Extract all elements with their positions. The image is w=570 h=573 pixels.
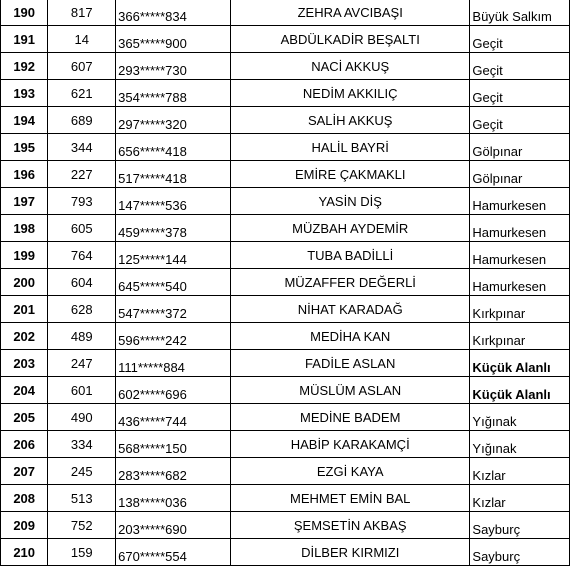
person-name-cell[interactable]: DİLBER KIRMIZI [231,539,470,566]
record-number-cell[interactable]: 628 [48,296,116,323]
table-row [1,26,570,53]
location-cell[interactable] [470,458,570,485]
record-number-cell[interactable]: 159 [48,539,116,566]
record-number-cell[interactable]: 227 [48,161,116,188]
location-cell-text: Yığınak [472,441,517,456]
location-cell[interactable] [470,107,570,134]
table-row [1,296,570,323]
table-row [1,80,570,107]
location-cell[interactable] [470,431,570,458]
table-row [1,485,570,512]
location-cell-text: Hamurkesen [472,252,547,267]
location-cell[interactable] [470,323,570,350]
table-body [1,0,570,566]
location-cell[interactable] [470,296,570,323]
location-cell[interactable] [470,53,570,80]
record-number-cell[interactable]: 607 [48,53,116,80]
location-cell-text: Kızlar [472,468,506,483]
masked-id-cell-text: 670*****554 [118,549,187,564]
masked-id-cell-text: 293*****730 [118,63,187,78]
record-number-cell[interactable]: 490 [48,404,116,431]
row-number-cell[interactable]: 197 [1,188,48,215]
location-cell-text: Küçük Alanlı [472,360,551,375]
row-number-cell[interactable]: 204 [1,377,48,404]
row-number-cell[interactable]: 208 [1,485,48,512]
table-row [1,107,570,134]
table-row [1,512,570,539]
row-number-cell[interactable]: 190 [1,0,48,26]
row-number-cell[interactable]: 200 [1,269,48,296]
record-number-cell[interactable]: 513 [48,485,116,512]
person-name-cell[interactable]: EMİRE ÇAKMAKLI [231,161,470,188]
masked-id-cell[interactable] [116,296,231,323]
location-cell-text: Küçük Alanlı [472,387,551,402]
masked-id-cell[interactable] [116,539,231,566]
masked-id-cell-text: 365*****900 [118,36,187,51]
masked-id-cell[interactable] [116,485,231,512]
person-name-cell[interactable]: MEDİNE BADEM [231,404,470,431]
person-name-cell[interactable]: MÜSLÜM ASLAN [231,377,470,404]
location-cell[interactable] [470,161,570,188]
location-cell[interactable] [470,485,570,512]
table-row [1,188,570,215]
masked-id-cell-text: 354*****788 [118,90,187,105]
location-cell-text: Geçit [472,63,503,78]
person-name-cell[interactable]: HALİL BAYRİ [231,134,470,161]
person-name-cell[interactable]: ŞEMSETİN AKBAŞ [231,512,470,539]
location-cell[interactable] [470,215,570,242]
masked-id-cell[interactable] [116,0,231,26]
person-name-cell[interactable]: FADİLE ASLAN [231,350,470,377]
person-name-cell[interactable]: NACİ AKKUŞ [231,53,470,80]
row-number-cell[interactable]: 191 [1,26,48,53]
record-number-cell[interactable]: 764 [48,242,116,269]
masked-id-cell-text: 517*****418 [118,171,187,186]
masked-id-cell[interactable] [116,458,231,485]
person-name-cell[interactable]: SALİH AKKUŞ [231,107,470,134]
table-row [1,215,570,242]
row-number-cell[interactable]: 192 [1,53,48,80]
location-cell[interactable] [470,404,570,431]
location-cell-text: Kırkpınar [472,306,526,321]
row-number-cell[interactable]: 207 [1,458,48,485]
table-row [1,269,570,296]
location-cell-text: Hamurkesen [472,279,547,294]
row-number-cell[interactable]: 195 [1,134,48,161]
person-name-cell[interactable]: MEDİHA KAN [231,323,470,350]
table-row [1,350,570,377]
masked-id-cell-text: 111*****884 [118,360,185,375]
record-number-cell[interactable]: 604 [48,269,116,296]
location-cell-text: Sayburç [472,522,521,537]
masked-id-cell-text: 203*****690 [118,522,187,537]
masked-id-cell-text: 297*****320 [118,117,187,132]
masked-id-cell-text: 602*****696 [118,387,187,402]
location-cell-text: Kırkpınar [472,333,526,348]
person-name-cell[interactable]: MEHMET EMİN BAL [231,485,470,512]
masked-id-cell[interactable] [116,215,231,242]
location-cell[interactable] [470,134,570,161]
masked-id-cell[interactable] [116,188,231,215]
row-number-cell[interactable]: 199 [1,242,48,269]
table-row [1,404,570,431]
table-row [1,323,570,350]
masked-id-cell-text: 568*****150 [118,441,187,456]
record-number-cell[interactable]: 793 [48,188,116,215]
record-number-cell[interactable]: 334 [48,431,116,458]
record-number-cell[interactable]: 621 [48,80,116,107]
person-name-cell[interactable]: NEDİM AKKILIÇ [231,80,470,107]
masked-id-cell[interactable] [116,242,231,269]
person-name-cell[interactable]: ABDÜLKADİR BEŞALTI [231,26,470,53]
masked-id-cell[interactable] [116,431,231,458]
person-name-cell[interactable]: MÜZAFFER DEĞERLİ [231,269,470,296]
masked-id-cell[interactable] [116,377,231,404]
table-row [1,161,570,188]
row-number-cell[interactable]: 194 [1,107,48,134]
person-name-cell[interactable]: HABİP KARAKAMÇİ [231,431,470,458]
masked-id-cell-text: 596*****242 [118,333,187,348]
record-number-cell[interactable]: 247 [48,350,116,377]
record-number-cell[interactable]: 344 [48,134,116,161]
record-number-cell[interactable]: 689 [48,107,116,134]
table-row [1,431,570,458]
location-cell-text: Geçit [472,117,503,132]
masked-id-cell-text: 125*****144 [118,252,187,267]
masked-id-cell-text: 283*****682 [118,468,187,483]
record-number-cell[interactable]: 245 [48,458,116,485]
record-number-cell[interactable]: 601 [48,377,116,404]
location-cell[interactable] [470,377,570,404]
record-number-cell[interactable]: 605 [48,215,116,242]
person-name-cell[interactable]: ZEHRA AVCIBAŞI [231,0,470,26]
record-number-cell[interactable]: 817 [48,0,116,26]
location-cell[interactable] [470,512,570,539]
location-cell[interactable] [470,80,570,107]
location-cell-text: Geçit [472,90,503,105]
record-number-cell[interactable]: 14 [48,26,116,53]
row-number-cell[interactable]: 193 [1,80,48,107]
table-row [1,134,570,161]
masked-id-cell-text: 459*****378 [118,225,187,240]
row-number-cell[interactable]: 201 [1,296,48,323]
location-cell-text: Gölpınar [472,171,523,186]
row-number-cell[interactable]: 202 [1,323,48,350]
masked-id-cell[interactable] [116,404,231,431]
person-name-cell[interactable]: MÜZBAH AYDEMİR [231,215,470,242]
masked-id-cell[interactable] [116,161,231,188]
row-number-cell[interactable]: 196 [1,161,48,188]
location-cell[interactable] [470,242,570,269]
location-cell[interactable] [470,539,570,566]
masked-id-cell[interactable] [116,107,231,134]
location-cell-text: Gölpınar [472,144,523,159]
location-cell-text: Geçit [472,36,503,51]
location-cell[interactable] [470,26,570,53]
row-number-cell[interactable]: 203 [1,350,48,377]
location-cell-text: Yığınak [472,414,517,429]
masked-id-cell-text: 138*****036 [118,495,187,510]
location-cell[interactable] [470,269,570,296]
masked-id-cell[interactable] [116,323,231,350]
masked-id-cell-text: 147*****536 [118,198,187,213]
person-name-cell[interactable]: YASİN DİŞ [231,188,470,215]
record-number-cell[interactable]: 752 [48,512,116,539]
person-name-cell[interactable]: TUBA BADİLLİ [231,242,470,269]
location-cell-text: Kızlar [472,495,506,510]
location-cell[interactable] [470,350,570,377]
row-number-cell[interactable]: 205 [1,404,48,431]
table-row [1,458,570,485]
person-name-cell[interactable]: EZGİ KAYA [231,458,470,485]
masked-id-cell[interactable] [116,350,231,377]
masked-id-cell-text: 645*****540 [118,279,187,294]
masked-id-cell[interactable] [116,26,231,53]
location-cell-text: Hamurkesen [472,198,547,213]
location-cell[interactable] [470,0,570,26]
masked-id-cell-text: 656*****418 [118,144,187,159]
row-number-cell[interactable]: 198 [1,215,48,242]
location-cell-text: Büyük Salkım [472,9,552,24]
masked-id-cell[interactable] [116,53,231,80]
location-cell-text: Sayburç [472,549,521,564]
masked-id-cell-text: 436*****744 [118,414,187,429]
masked-id-cell-text: 547*****372 [118,306,187,321]
location-cell[interactable] [470,188,570,215]
person-name-cell[interactable]: NİHAT KARADAĞ [231,296,470,323]
row-number-cell[interactable]: 210 [1,539,48,566]
masked-id-cell[interactable] [116,134,231,161]
masked-id-cell[interactable] [116,80,231,107]
masked-id-cell[interactable] [116,512,231,539]
row-number-cell[interactable]: 206 [1,431,48,458]
masked-id-cell[interactable] [116,269,231,296]
record-number-cell[interactable]: 489 [48,323,116,350]
table-row [1,0,570,26]
location-cell-text: Hamurkesen [472,225,547,240]
table-row [1,53,570,80]
table-row [1,242,570,269]
masked-id-cell-text: 366*****834 [118,9,187,24]
table-row [1,539,570,566]
table-row [1,377,570,404]
row-number-cell[interactable]: 209 [1,512,48,539]
